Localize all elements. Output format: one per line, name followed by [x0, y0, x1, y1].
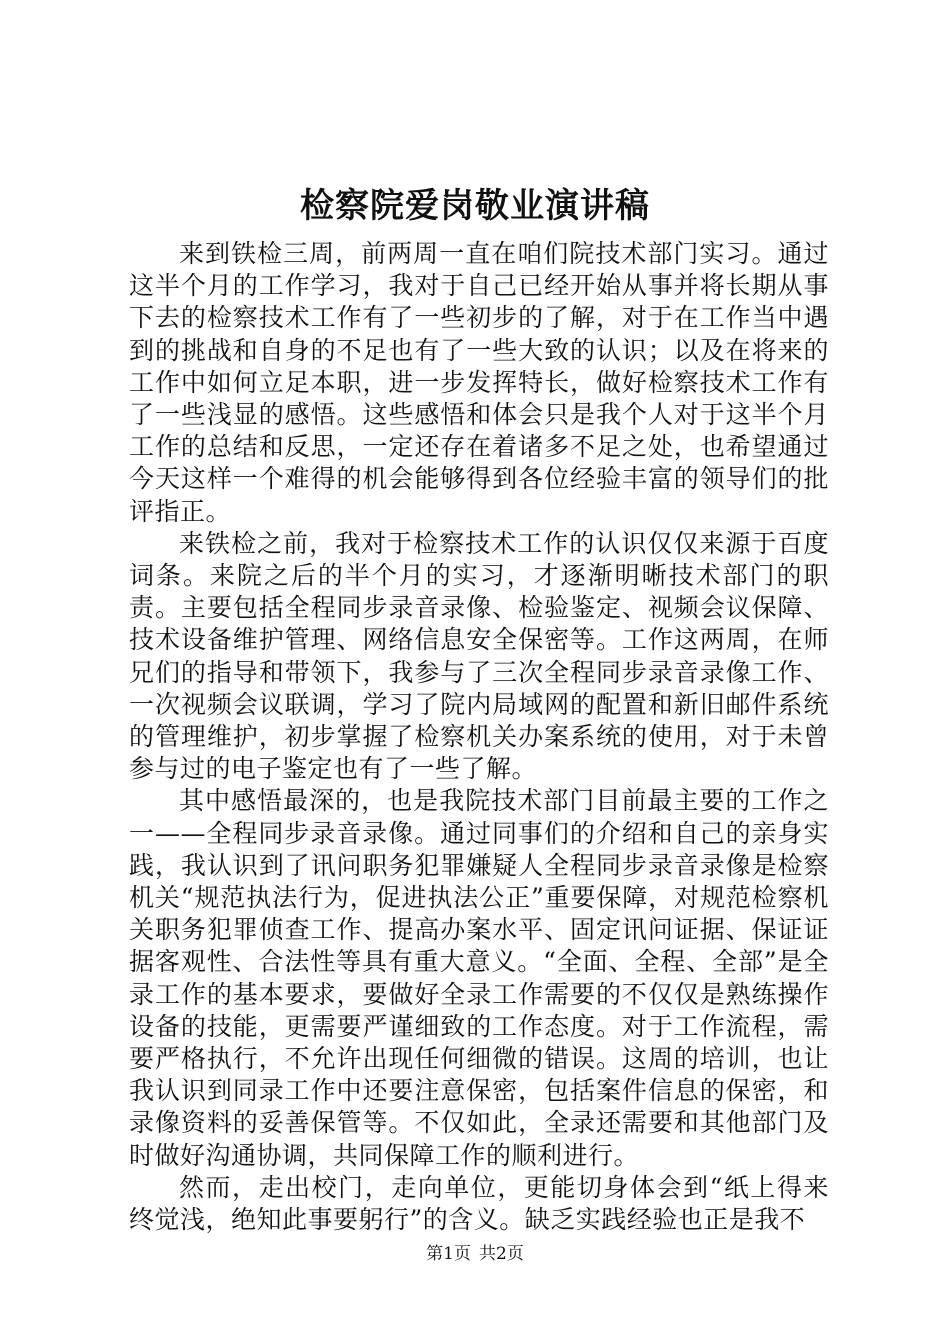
paragraph-4: 然而，走出校门，走向单位，更能切身体会到“纸上得来终觉浅，绝知此事要躬行”的含义。缺乏实践经验也正是我不 — [129, 1172, 829, 1235]
document-body — [129, 238, 829, 1236]
page-total: 共2页 — [479, 1244, 524, 1264]
page-number: 第1页 — [426, 1244, 471, 1264]
paragraph-1: 来到铁检三周，前两周一直在咱们院技术部门实习。通过这半个月的工作学习，我对于自己已经开始从事并将长期从事下去的检察技术工作有了一些初步的了解，对于在工作当中遇到的挑战和自身的不足也有了一些大致的认识；以及在将来的工作中如何立足本职，进一步发挥特长，做好检察技术工作有了一些浅显的感悟。这些感悟和体会只是我个人对于这半个月工作的总结和反思，一定还存在着诸多不足之处，也希望通过今天这样一个难得的机会能够得到各位经验丰富的领导们的批评指正。 — [129, 239, 829, 526]
document-title: 检察院爱岗敬业演讲稿 — [300, 186, 650, 226]
page-footer — [0, 1242, 950, 1266]
paragraph-3: 其中感悟最深的，也是我院技术部门目前最主要的工作之一——全程同步录音录像。通过同事们的介绍和自己的亲身实践，我认识到了讯问职务犯罪嫌疑人全程同步录音录像是检察机关“规范执法行为，促进执法公正”重要保障，对规范检察机关职务犯罪侦查工作、提高办案水平、固定讯问证据、保证证据客观性、合法性等具有重大意义。“全面、全程、全部”是全录工作的基本要求，要做好全录工作需要的不仅仅是熟练操作设备的技能，更需要严谨细致的工作态度。对于工作流程，需要严格执行，不允许出现任何细微的错误。这周的培训，也让我认识到同录工作中还要注意保密，包括案件信息的保密，和录像资料的妥善保管等。不仅如此，全录还需要和其他部门及时做好沟通协调，共同保障工作的顺利进行。 — [129, 786, 829, 1170]
paragraph-2: 来铁检之前，我对于检察技术工作的认识仅仅来源于百度词条。来院之后的半个月的实习，才逐渐明晰技术部门的职责。主要包括全程同步录音录像、检验鉴定、视频会议保障、技术设备维护管理、网络信息安全保密等。工作这两周，在师兄们的指导和带领下，我参与了三次全程同步录音录像工作、一次视频会议联调，学习了院内局域网的配置和新旧邮件系统的管理维护，初步掌握了检察机关办案系统的使用，对于未曾参与过的电子鉴定也有了一些了解。 — [129, 528, 829, 784]
